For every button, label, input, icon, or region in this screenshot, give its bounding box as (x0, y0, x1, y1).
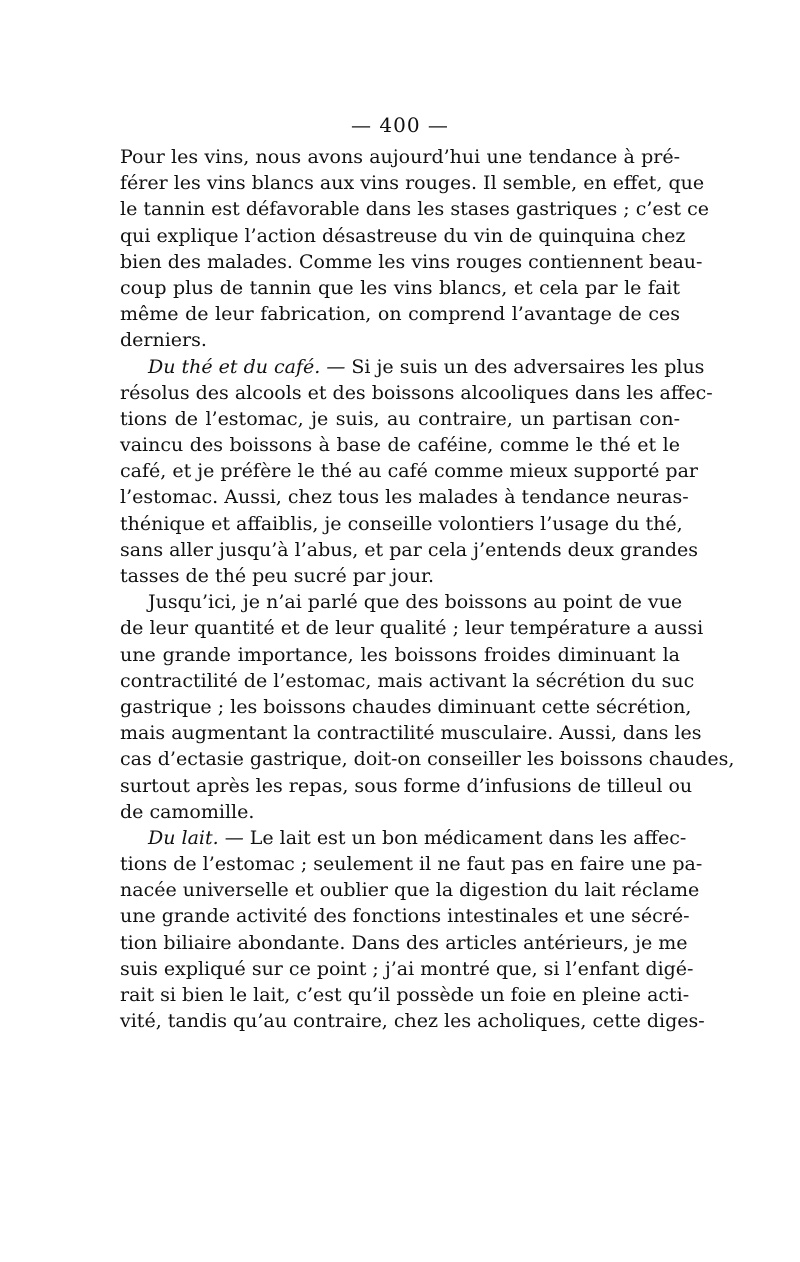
text-line: tions de l’estomac, je suis, au contraire, un partisan con- (120, 407, 680, 430)
text-line: Jusqu’ici, je n’ai parlé que des boissons au point de vue (148, 591, 683, 614)
text-line: derniers. (120, 329, 207, 352)
text-line: coup plus de tannin que les vins blancs, et cela par le fait (120, 276, 680, 299)
text-line: férer les vins blancs aux vins rouges. Il semble, en effet, que (120, 172, 705, 195)
text-line: même de leur fabrication, on comprend l’avantage de ces (120, 303, 680, 326)
text-line: mais augmentant la contractilité musculaire. Aussi, dans les (120, 722, 702, 745)
text-line: une grande activité des fonctions intestinales et une sécré- (120, 905, 690, 928)
text-line: une grande importance, les boissons froides diminuant la (120, 643, 680, 666)
page-number: — 400 — (351, 113, 449, 137)
section-line-the-cafe (120, 354, 705, 380)
text-line: de camomille. (120, 800, 255, 823)
text-line: tion biliaire abondante. Dans des articles antérieurs, je me (120, 931, 688, 954)
text-line: tions de l’estomac ; seulement il ne faut pas en faire une pa- (120, 853, 703, 876)
text-line: nacée universelle et oublier que la digestion du lait réclame (120, 879, 700, 902)
text-line: qui explique l’action désastreuse du vin de quinquina chez (120, 224, 686, 247)
text-line: rait si bien le lait, c’est qu’il possède un foie en pleine acti- (120, 984, 690, 1006)
section-heading-lait: Du lait. — (148, 826, 244, 849)
text-line: Pour les vins, nous avons aujourd’hui une tendance à pré- (120, 146, 680, 168)
text-line: gastrique ; les boissons chaudes diminuant cette sécrétion, (120, 695, 692, 718)
text-line: surtout après les repas, sous forme d’infusions de tilleul ou (120, 774, 693, 797)
text-line: le tannin est défavorable dans les stases gastriques ; c’est ce (120, 198, 709, 221)
text-line: suis expliqué sur ce point ; j’ai montré que, si l’enfant digé- (120, 957, 694, 980)
text-span: Le lait est un bon médicament dans les affec- (249, 826, 687, 849)
body-text (120, 144, 735, 1034)
text-line: café, et je préfère le thé au café comme mieux supporté par (120, 460, 699, 483)
text-line: résolus des alcools et des boissons alcooliques dans les affec- (120, 381, 713, 404)
text-line: l’estomac. Aussi, chez tous les malades à tendance neuras- (120, 486, 689, 509)
text-line: de leur quantité et de leur qualité ; leur température a aussi (120, 617, 704, 640)
text-line: tasses de thé peu sucré par jour. (120, 565, 434, 587)
text-line: vaincu des boissons à base de caféine, comme le thé et le (120, 434, 680, 457)
text-span: Si je suis un des adversaires les plus (351, 355, 705, 378)
text-line: cas d’ectasie gastrique, doit-on conseiller les boissons chaudes, (120, 748, 735, 771)
text-line: vité, tandis qu’au contraire, chez les acholiques, cette diges- (120, 1010, 705, 1033)
text-line: contractilité de l’estomac, mais activant la sécrétion du suc (120, 669, 695, 692)
section-line-lait (120, 825, 687, 851)
text-line: thénique et affaiblis, je conseille volontiers l’usage du thé, (120, 512, 683, 535)
text-line: sans aller jusqu’à l’abus, et par cela j’entends deux grandes (120, 538, 699, 561)
section-heading-the-cafe: Du thé et du café. — (148, 355, 346, 378)
text-line: bien des malades. Comme les vins rouges contiennent beau- (120, 250, 703, 273)
